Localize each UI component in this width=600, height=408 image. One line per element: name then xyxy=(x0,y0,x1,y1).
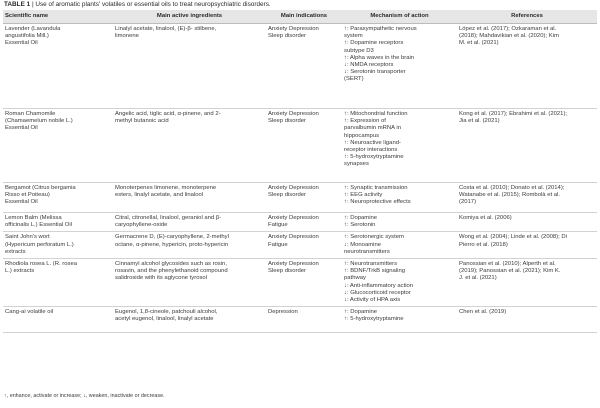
table-footnote: ↑, enhance, activate or increase; ↓, weaken, inactivate or decrease. xyxy=(4,393,165,399)
name-line: officinalis L.) Essential Oil xyxy=(5,222,73,229)
name-line: Bergamot (Citrus bergamia xyxy=(5,185,76,191)
mechanism-line: ↑: BDNF/TrkB signaling xyxy=(344,268,405,275)
cell-name xyxy=(3,183,113,213)
mechanism-line: ↑: Serotonergic system xyxy=(344,234,404,241)
mechanism-line: ↑: 5-hydroxytryptamine xyxy=(344,154,404,161)
table-container xyxy=(3,10,597,333)
mechanism-line: ↓: Monoamine xyxy=(344,241,381,248)
cell-ingredients xyxy=(113,24,266,109)
mechanism-line: synapses xyxy=(344,161,369,168)
cell-mechanism xyxy=(342,259,457,307)
cell-references xyxy=(457,307,597,333)
table-row xyxy=(3,213,597,232)
mechanism-line: ↓: Serotonin transporter xyxy=(344,69,406,76)
ingredients-line: methyl butanoic acid xyxy=(115,118,169,125)
table-row xyxy=(3,307,597,333)
references-line: Komiya et al. (2006) xyxy=(459,215,512,221)
mechanism-line: ↓: NMDA receptors xyxy=(344,62,394,69)
name-line: (Chamaemelum nobile L.) xyxy=(5,118,73,125)
references-line: Watanabe et al. (2015); Rombolà et al. xyxy=(459,192,560,199)
cell-indications xyxy=(266,307,342,333)
cell-ingredients xyxy=(113,109,266,183)
indications-line: Fatigue xyxy=(268,222,288,229)
name-line: Lemon Balm (Melissa xyxy=(5,215,62,221)
cell-mechanism xyxy=(342,213,457,232)
header-indications: Main indications xyxy=(266,10,342,24)
references-line: (2017) xyxy=(459,199,477,206)
mechanism-line: ↑: Dopamine receptors xyxy=(344,40,404,47)
mechanism-line: ↑: 5-hydroxytryptamine xyxy=(344,316,404,323)
mechanism-line: ↑: Expression of xyxy=(344,118,386,125)
cell-indications xyxy=(266,183,342,213)
mechanism-line: (SERT) xyxy=(344,76,364,83)
cell-references xyxy=(457,24,597,109)
mechanism-line: ↑: Serotonin xyxy=(344,222,376,229)
mechanism-line: ↑: Alpha waves in the brain xyxy=(344,54,415,61)
cell-ingredients xyxy=(113,232,266,259)
cell-references xyxy=(457,232,597,259)
ingredients-line: Eugenol, 1,8-cineole, patchouli alcohol, xyxy=(115,309,218,316)
references-line: (2018); Mahdavikian et al. (2020); Kim xyxy=(459,33,559,40)
ingredients-line: esters, linalyl acetate, and linalool xyxy=(115,192,204,199)
cell-ingredients xyxy=(113,307,266,333)
name-line: angustifolia Mill.) xyxy=(5,33,49,40)
mechanism-line: ↑: Neuroactive ligand- xyxy=(344,139,401,146)
cell-mechanism xyxy=(342,183,457,213)
name-line: L.) extracts xyxy=(5,268,35,275)
references-line: López et al. (2017); Ozkaraman et al. xyxy=(459,26,557,32)
table-row xyxy=(3,183,597,213)
ingredients-line: Angelic acid, tiglic acid, α-pinene, and 2- xyxy=(115,111,221,117)
mechanism-line: subtype D3 xyxy=(344,47,374,54)
name-line: Essential Oil xyxy=(5,199,38,206)
mechanism-line: ↑: Mitochondrial function xyxy=(344,111,408,117)
header-references: References xyxy=(457,10,597,24)
indications-line: Anxiety Depression xyxy=(268,234,319,241)
header-ingredients: Main active ingredients xyxy=(113,10,266,24)
mechanism-line: ↑: Parasympathetic nervous xyxy=(344,26,417,32)
name-line: Lavender (Lavandula xyxy=(5,26,61,32)
references-line: J. et al. (2021) xyxy=(459,275,497,282)
cell-mechanism xyxy=(342,24,457,109)
mechanism-line: ↓: Anti-inflammatory action xyxy=(344,282,414,289)
table-title: | Use of aromatic plants' volatiles or essential oils to treat neuropsychiatric disorders. xyxy=(31,1,271,8)
table-header xyxy=(3,10,597,24)
table-row xyxy=(3,259,597,307)
cell-indications xyxy=(266,109,342,183)
references-line: Jia et al. (2021) xyxy=(459,118,500,125)
mechanism-line: ↓: Activity of HPA axis xyxy=(344,297,401,304)
cell-references xyxy=(457,213,597,232)
indications-line: Sleep disorder xyxy=(268,33,306,40)
name-line: Saint John's wort xyxy=(5,234,50,241)
references-line: Wong et al. (2004); Linde et al. (2008); Di xyxy=(459,234,567,241)
ingredients-line: Cinnamyl alcohol glycosides such as rosin, xyxy=(115,261,227,268)
table-label: TABLE 1 xyxy=(4,1,31,8)
cell-indications xyxy=(266,259,342,307)
indications-line: Sleep disorder xyxy=(268,268,306,275)
mechanism-line: receptor interactions xyxy=(344,147,398,154)
references-line: (2019); Panossian et al. (2021); Kim K. xyxy=(459,268,561,275)
cell-indications xyxy=(266,232,342,259)
cell-references xyxy=(457,109,597,183)
ingredients-line: rosavin, and the phenylethanoid compound xyxy=(115,268,228,275)
table-row xyxy=(3,24,597,109)
cell-indications xyxy=(266,24,342,109)
indications-line: Anxiety Depression xyxy=(268,261,319,268)
ingredients-line: Citral, citronellal, linalool, geraniol and β- xyxy=(115,215,222,221)
references-line: Kong et al. (2017); Ebrahimi et al. (2021); xyxy=(459,111,568,117)
table-caption xyxy=(4,1,271,8)
references-line: Chen et al. (2019) xyxy=(459,309,507,316)
mechanism-line: system xyxy=(344,33,363,40)
table-body xyxy=(3,24,597,333)
cell-indications xyxy=(266,213,342,232)
header-scientific-name: Scientific name xyxy=(3,10,113,24)
cell-name xyxy=(3,213,113,232)
oils-table xyxy=(3,10,597,333)
cell-mechanism xyxy=(342,232,457,259)
cell-name xyxy=(3,24,113,109)
indications-line: Anxiety Depression xyxy=(268,111,319,117)
table-row xyxy=(3,109,597,183)
ingredients-line: Linalyl acetate, linalool, (E)-β- stilbene, xyxy=(115,26,217,32)
indications-line: Sleep disorder xyxy=(268,118,306,125)
cell-references xyxy=(457,183,597,213)
references-line: Costa et al. (2010); Donato et al. (2014); xyxy=(459,185,565,191)
name-line: Cang-ai volatile oil xyxy=(5,309,54,316)
name-line: (Hypericum perforatum L.) xyxy=(5,241,74,248)
ingredients-line: caryophyllene-oxide xyxy=(115,222,168,229)
references-line: Panossian et al. (2010); Alperth et al. xyxy=(459,261,556,268)
mechanism-line: pathway xyxy=(344,275,366,282)
indications-line: Anxiety Depression xyxy=(268,26,319,32)
cell-name xyxy=(3,259,113,307)
table-row xyxy=(3,232,597,259)
cell-mechanism xyxy=(342,109,457,183)
mechanism-line: ↑: Dopamine xyxy=(344,309,378,316)
cell-ingredients xyxy=(113,213,266,232)
ingredients-line: salidroside with its aglycone tyrosol xyxy=(115,275,208,282)
cell-name xyxy=(3,232,113,259)
cell-ingredients xyxy=(113,259,266,307)
cell-name xyxy=(3,109,113,183)
mechanism-line: hippocampus xyxy=(344,132,380,139)
cell-mechanism xyxy=(342,307,457,333)
mechanism-line: ↑: Dopamine xyxy=(344,215,378,221)
name-line: Essential Oil xyxy=(5,40,38,47)
mechanism-line: ↑: Neuroprotective effects xyxy=(344,199,411,206)
cell-name xyxy=(3,307,113,333)
indications-line: Anxiety Depression xyxy=(268,215,319,221)
ingredients-line: Germacrene D, (E)-caryophyllene, 2-methyl xyxy=(115,234,229,241)
references-line: M. et al. (2021) xyxy=(459,40,499,47)
name-line: Rhodiola rosea L. (R. rosea xyxy=(5,261,78,268)
mechanism-line: ↑: Neurotransmitters xyxy=(344,261,398,268)
indications-line: Fatigue xyxy=(268,241,288,248)
ingredients-line: Monoterpenes limonene, monoterpene xyxy=(115,185,217,191)
mechanism-line: ↑: EEG activity xyxy=(344,192,383,199)
indications-line: Anxiety Depression xyxy=(268,185,319,191)
ingredients-line: octane, α-pinene, hypericin, proto-hypericin xyxy=(115,241,229,248)
header-mechanism: Mechanism of action xyxy=(342,10,457,24)
ingredients-line: limonene xyxy=(115,33,139,40)
cell-references xyxy=(457,259,597,307)
mechanism-line: parvalbumin mRNA in xyxy=(344,125,401,132)
ingredients-line: acetyl eugenol, linalool, linalyl acetate xyxy=(115,316,214,323)
indications-line: Depression xyxy=(268,309,298,316)
indications-line: Sleep disorder xyxy=(268,192,306,199)
name-line: Roman Chamomile xyxy=(5,111,56,117)
mechanism-line: ↑: Synaptic transmission xyxy=(344,185,408,191)
name-line: extracts xyxy=(5,248,26,255)
name-line: Risso et Poiteau) xyxy=(5,192,50,199)
cell-ingredients xyxy=(113,183,266,213)
mechanism-line: ↓: Glucocorticoid receptor xyxy=(344,289,411,296)
references-line: Pierro et al. (2018) xyxy=(459,241,508,248)
name-line: Essential Oil xyxy=(5,125,38,132)
mechanism-line: neurotransmitters xyxy=(344,248,390,255)
